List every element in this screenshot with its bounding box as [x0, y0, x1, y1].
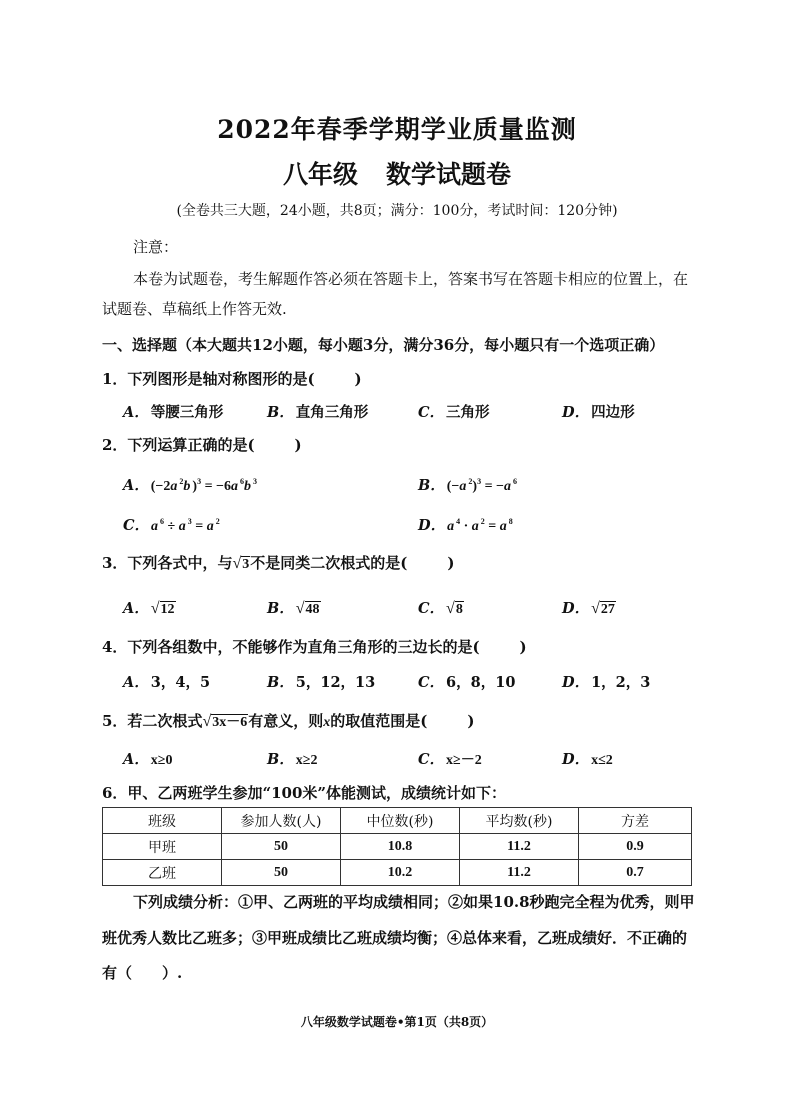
table-cell: 0.7	[579, 860, 692, 886]
table-cell: 11.2	[460, 834, 579, 860]
paper-label: 数学试题卷	[386, 160, 512, 189]
table-cell: 乙班	[103, 860, 222, 886]
table-cell: 甲班	[103, 834, 222, 860]
exam-subtitle	[0, 155, 794, 191]
table-header-row	[103, 808, 692, 834]
exam-info: (全卷共三大题，24小题，共8页；满分：100分，考试时间：120分钟)	[176, 203, 618, 219]
question-5: 5．若二次根式√3x－6有意义，则x的取值范围是( )	[102, 712, 475, 730]
notice-label: 注意：	[133, 238, 179, 256]
q6-analysis-line-3: 有（ ）.	[102, 964, 183, 982]
q4-option-a: A． 3，4，5	[123, 674, 211, 691]
question-4-stem: 4．下列各组数中，不能够作为直角三角形的三边长的是(	[102, 638, 480, 656]
table-cell: 50	[222, 834, 341, 860]
notice-line-1: 本卷为试题卷，考生解题作答必须在答题卡上，答案书写在答题卡相应的位置上，在	[133, 270, 689, 288]
q2-option-b: B． (−a $^2$)$^3$ = −a $^6$	[418, 477, 518, 494]
table-cell: 10.2	[341, 860, 460, 886]
grade-label: 八年级	[282, 160, 358, 189]
notice-line-2: 试题卷、草稿纸上作答无效.	[102, 300, 287, 318]
q5-option-a: A． x≥0	[123, 751, 173, 768]
q6-analysis-line-2: 班优秀人数比乙班多；③甲班成绩比乙班成绩均衡；④总体来看，乙班成绩好．不正确的	[102, 929, 688, 947]
question-6: 6．甲、乙两班学生参加“100米”体能测试，成绩统计如下：	[102, 784, 507, 802]
q1-option-c: C． 三角形	[418, 404, 490, 421]
question-3: 3．下列各式中，与√3不是同类二次根式的是( )	[102, 554, 455, 572]
sqrt-3: √3	[232, 555, 250, 572]
table-header: 参加人数(人)	[222, 808, 341, 834]
question-1: 1．下列图形是轴对称图形的是( )	[102, 370, 362, 388]
q3-option-c: C． √8	[418, 600, 463, 617]
q4-option-d: D． 1，2，3	[562, 674, 651, 691]
q6-analysis-line-1: 下列成绩分析：①甲、乙两班的平均成绩相同；②如果10.8秒跑完全程为优秀，则甲	[133, 893, 695, 911]
table-header: 平均数(秒)	[460, 808, 579, 834]
q2-option-a: A． (−2a $^2$b )$^3$ = −6a $^6$b $^3$	[123, 477, 258, 494]
table-cell: 10.8	[341, 834, 460, 860]
q3-option-a: A． √12	[123, 600, 175, 617]
table-cell: 11.2	[460, 860, 579, 886]
question-4: 4．下列各组数中，不能够作为直角三角形的三边长的是( )	[102, 638, 527, 656]
q1-option-a: A． 等腰三角形	[123, 404, 224, 421]
q4-option-c: C． 6，8，10	[418, 674, 516, 691]
q2-option-c: C． a $^6$ ÷ a $^3$ = a $^2$	[123, 517, 220, 534]
table-cell: 50	[222, 860, 341, 886]
table-header: 方差	[579, 808, 692, 834]
table-row	[103, 834, 692, 860]
question-2: 2．下列运算正确的是( )	[102, 436, 302, 454]
q5-option-c: C． x≥－2	[418, 751, 482, 768]
page-footer: 八年级数学试题卷•第1页（共8页）	[300, 1015, 494, 1029]
grades-table	[102, 807, 692, 886]
q1-option-d: D． 四边形	[562, 404, 635, 421]
q5-option-b: B． x≥2	[267, 751, 318, 768]
q3-option-b: B． √48	[267, 600, 320, 617]
table-cell: 0.9	[579, 834, 692, 860]
exam-title: 2022年春季学期学业质量监测	[217, 115, 577, 144]
q4-option-b: B． 5，12，13	[267, 674, 376, 691]
q5-option-d: D． x≤2	[562, 751, 613, 768]
q1-option-b: B． 直角三角形	[267, 404, 369, 421]
table-header: 中位数(秒)	[341, 808, 460, 834]
question-1-stem: 1．下列图形是轴对称图形的是(	[102, 370, 315, 388]
section-heading: 一、选择题（本大题共12小题，每小题3分，满分36分，每小题只有一个选项正确）	[102, 336, 665, 354]
question-2-stem: 2．下列运算正确的是(	[102, 436, 255, 454]
q3-option-d: D． √27	[562, 600, 615, 617]
q2-option-d: D． a $^4$ · a $^2$ = a $^8$	[418, 517, 513, 534]
table-row	[103, 860, 692, 886]
table-header: 班级	[103, 808, 222, 834]
sqrt-3x-minus-6: √3x－6	[202, 713, 248, 730]
